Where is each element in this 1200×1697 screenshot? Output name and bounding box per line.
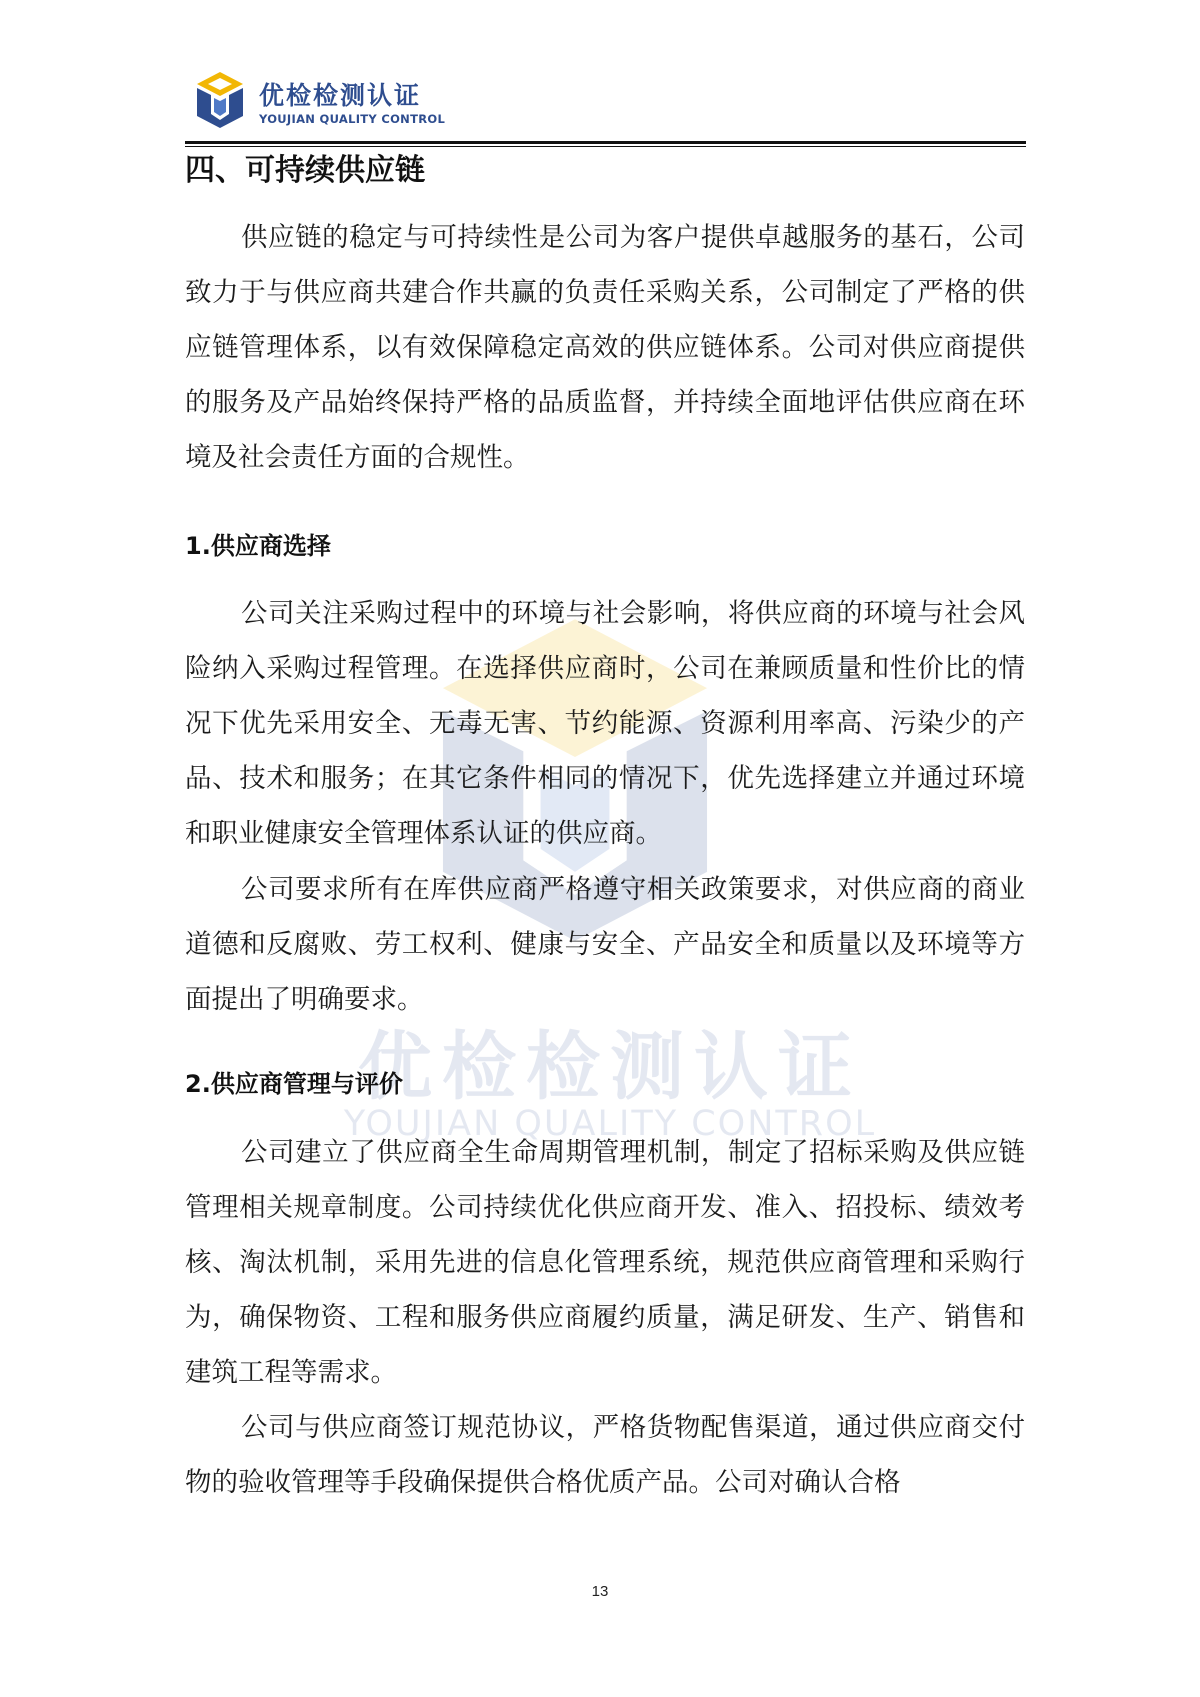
watermark-text-en: YOUJIAN QUALITY CONTROL [343,1104,877,1144]
watermark-text-cn: 优检检测认证 [358,1024,862,1110]
subsection-title-supplier-management: 2.供应商管理与评价 [185,1070,403,1098]
supplier-selection-paragraph-2: 公司要求所有在库供应商严格遵守相关政策要求，对供应商的商业道德和反腐败、劳工权利、健康与安全、产品安全和质量以及环境等方面提出了明确要求。 [185,874,1025,1015]
brand-name-cn: 优检检测认证 [259,81,422,110]
supplier-management-paragraph-1: 公司建立了供应商全生命周期管理机制，制定了招标采购及供应链管理相关规章制度。公司持续优化供应商开发、准入、招投标、绩效考核、淘汰机制，采用先进的信息化管理系统，规范供应商管理和采购行为，确保物资、工程和服务供应商履约质量，满足研发、生产、销售和建筑工程等需求。 [185,1137,1025,1388]
section-intro-paragraph: 供应链的稳定与可持续性是公司为客户提供卓越服务的基石，公司致力于与供应商共建合作共赢的负责任采购关系，公司制定了严格的供应链管理体系，以有效保障稳定高效的供应链体系。公司对供应商提供的服务及产品始终保持严格的品质监督，并持续全面地评估供应商在环境及社会责任方面的合规性。 [185,222,1025,473]
page-number: 13 [591,1583,609,1600]
page-header [193,70,1023,150]
supplier-selection-paragraph-1: 公司关注采购过程中的环境与社会影响，将供应商的环境与社会风险纳入采购过程管理。在选择供应商时，公司在兼顾质量和性价比的情况下优先采用安全、无毒无害、节约能源、资源利用率高、污染少的产品、技术和服务；在其它条件相同的情况下，优先选择建立并通过环境和职业健康安全管理体系认证的供应商。 [185,598,1025,849]
brand-name-en: YOUJIAN QUALITY CONTROL [259,112,446,126]
supplier-management-paragraph-2: 公司与供应商签订规范协议，严格货物配售渠道，通过供应商交付物的验收管理等手段确保提供合格优质产品。公司对确认合格 [185,1412,1025,1498]
header-divider-thick [185,141,1026,144]
section-title: 四、可持续供应链 [185,153,425,188]
subsection-title-supplier-selection: 1.供应商选择 [185,532,331,560]
youjian-logo-icon [193,70,247,130]
header-divider-thin [185,146,1026,147]
